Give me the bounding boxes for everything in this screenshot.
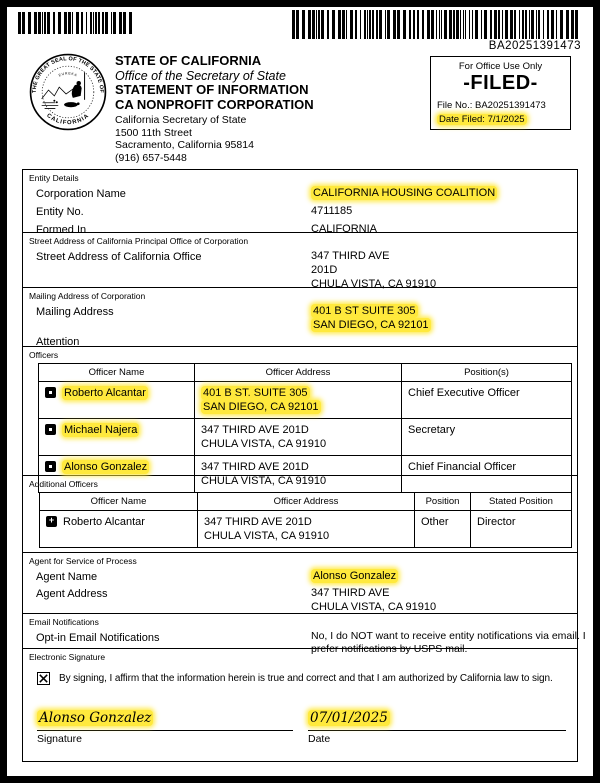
mailing-address-value: 401 B ST SUITE 305 SAN DIEGO, CA 92101	[313, 305, 429, 331]
agency-phone: (916) 657-5448	[115, 151, 187, 164]
officer-position: Chief Executive Officer	[402, 382, 572, 419]
section-label: Mailing Address of Corporation	[29, 291, 146, 301]
column-header: Position(s)	[402, 364, 572, 382]
column-header: Officer Name	[40, 493, 198, 511]
officer-name: Alonso Gonzalez	[64, 461, 148, 473]
agent-name-value: Alonso Gonzalez	[313, 570, 397, 582]
signature-value: Alonso Gonzalez	[39, 710, 152, 726]
top-right-barcode-icon	[292, 10, 580, 39]
table-row	[39, 382, 572, 419]
officer-stated-position: Director	[471, 511, 572, 548]
section-electronic-signature	[22, 648, 578, 762]
table-row	[40, 511, 572, 548]
officer-name: Roberto Alcantar	[63, 516, 145, 528]
officer-address: 401 B ST. SUITE 305 SAN DIEGO, CA 92101	[195, 382, 402, 419]
officer-position: Chief Financial Officer	[402, 456, 572, 493]
date-label: Date	[308, 733, 331, 745]
agent-address-value: 347 THIRD AVE CHULA VISTA, CA 91910	[311, 587, 437, 613]
table-header-row	[40, 493, 572, 511]
field-label: Formed In	[36, 224, 87, 236]
section-label: Electronic Signature	[29, 652, 106, 662]
officer-expand-icon	[46, 516, 57, 527]
barcode-number: BA20251391473	[488, 40, 581, 52]
table-header-row	[39, 364, 572, 382]
state-title: STATE OF CALIFORNIA	[115, 53, 262, 68]
officer-expand-icon	[45, 387, 56, 398]
street-address-value: 347 THIRD AVE 201D CHULA VISTA, CA 91910	[311, 250, 437, 290]
column-header: Officer Name	[39, 364, 195, 382]
section-email-notifications	[22, 613, 586, 655]
officer-expand-icon	[45, 461, 56, 472]
officer-address: 347 THIRD AVE 201D CHULA VISTA, CA 91910	[195, 419, 402, 456]
california-state-seal-icon	[29, 53, 107, 131]
field-label: Agent Address	[36, 588, 108, 600]
column-header: Position	[415, 493, 471, 511]
formed-in-value: CALIFORNIA	[311, 223, 378, 235]
field-label: Street Address of California Office	[36, 251, 202, 263]
section-agent	[22, 552, 578, 614]
additional-officers-table	[39, 492, 572, 548]
agency-city: Sacramento, California 95814	[115, 139, 254, 151]
section-label: Email Notifications	[29, 617, 99, 627]
checkbox-x-icon	[39, 674, 48, 683]
officer-name: Roberto Alcantar	[64, 387, 146, 399]
officers-table	[38, 363, 572, 493]
seal-top-text: THE GREAT SEAL OF THE STATE OF	[31, 56, 105, 94]
column-header: Officer Address	[198, 493, 415, 511]
affirmation-checkbox	[37, 672, 50, 685]
field-label: Opt-in Email Notifications	[36, 632, 160, 644]
date-value: 07/01/2025	[310, 710, 388, 726]
document-subtitle: CA NONPROFIT CORPORATION	[115, 96, 314, 112]
field-label: Mailing Address	[36, 306, 114, 318]
filed-stamp: -FILED-	[463, 72, 538, 94]
seal-motto-text: EUREKA	[58, 71, 78, 78]
document-title: STATEMENT OF INFORMATION	[115, 82, 309, 97]
office-use-box	[430, 56, 571, 130]
field-label: Entity No.	[36, 206, 84, 218]
section-label: Agent for Service of Process	[29, 556, 137, 566]
entity-number-value: 4711185	[311, 205, 353, 217]
office-use-title: For Office Use Only	[458, 61, 543, 72]
file-number: File No.: BA20251391473	[437, 100, 546, 111]
office-subtitle: Office of the Secretary of State	[115, 68, 286, 83]
seal-bottom-text: CALIFORNIA	[45, 112, 91, 127]
statement-form	[22, 170, 586, 762]
agency-name: California Secretary of State	[115, 114, 247, 126]
email-opt-value: No, I do NOT want to receive entity notifications via email. I prefer notifications by USPS mail.	[311, 630, 586, 655]
top-left-barcode-icon	[18, 12, 137, 34]
section-label: Street Address of California Principal Office of Corporation	[29, 236, 249, 246]
officer-position: Secretary	[402, 419, 572, 456]
officer-address: 347 THIRD AVE 201D CHULA VISTA, CA 91910	[198, 511, 415, 548]
officer-name: Michael Najera	[64, 424, 138, 436]
table-row	[39, 419, 572, 456]
section-mailing-address	[22, 287, 578, 347]
agency-header	[115, 54, 314, 164]
date-filed: Date Filed: 7/1/2025	[439, 114, 525, 125]
column-header: Stated Position	[471, 493, 572, 511]
officer-address: 347 THIRD AVE 201D CHULA VISTA, CA 91910	[195, 456, 402, 493]
signature-label: Signature	[37, 733, 82, 745]
field-label: Agent Name	[36, 571, 98, 583]
officer-expand-icon	[45, 424, 56, 435]
corporation-name-value: CALIFORNIA HOUSING COALITION	[313, 187, 496, 199]
agency-street: 1500 11th Street	[115, 126, 192, 139]
column-header: Officer Address	[195, 364, 402, 382]
section-label: Officers	[29, 350, 59, 360]
section-label: Entity Details	[29, 173, 79, 183]
officer-position: Other	[415, 511, 471, 548]
attention-label: Attention	[36, 336, 80, 348]
section-entity-details	[22, 169, 578, 236]
affirmation-text: By signing, I affirm that the information herein is true and correct and that I am authorized by California law to sign.	[59, 673, 553, 684]
field-label: Corporation Name	[36, 188, 126, 200]
section-label: Additional Officers	[29, 479, 98, 489]
section-street-address	[22, 232, 578, 288]
